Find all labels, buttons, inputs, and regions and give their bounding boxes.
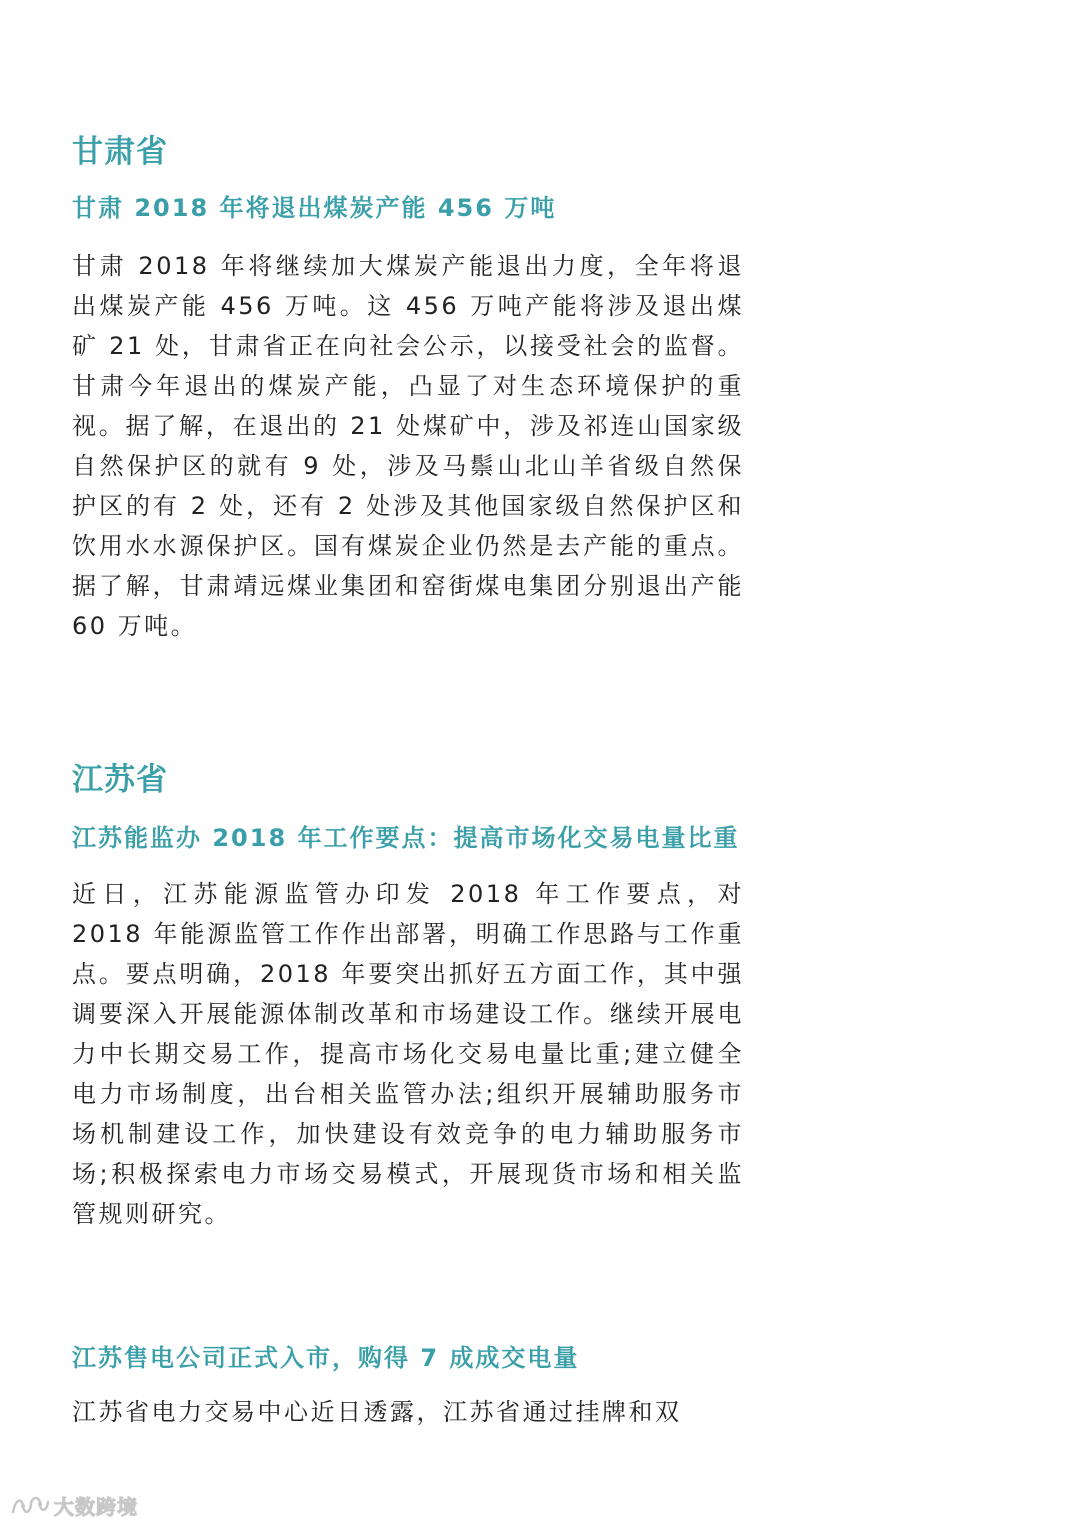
wavy-logo-icon <box>10 1492 50 1518</box>
jiangsu-body-2: 江苏省电力交易中心近日透露，江苏省通过挂牌和双 <box>72 1398 682 1426</box>
jiangsu-body-1: 近日，江苏能源监管办印发 2018 年工作要点，对 2018 年能源监管工作作出部署，明确工作思路与工作重点。要点明确，2018 年要突出抓好五方面工作，其中强调要深入开展能源体制改革和市场建设工作。继续开展电力中长期交易工作，提高市场化交易电量比重;建立健全电力市场制度，出台相关监管办法;组织开展辅助服务市场机制建设工作，加快建设有效竞争的电力辅助服务市场;积极探索电力市场交易模式，开展现货市场和相关监管规则研究。 <box>72 880 744 1228</box>
jiangsu-section-2 <box>72 1338 744 1432</box>
jiangsu-section <box>72 760 744 1234</box>
jiangsu-title: 江苏省 <box>72 762 168 798</box>
gansu-title: 甘肃省 <box>72 134 168 170</box>
gansu-headline: 甘肃 2018 年将退出煤炭产能 456 万吨 <box>72 194 557 222</box>
watermark <box>10 1490 138 1520</box>
jiangsu-headline-2: 江苏售电公司正式入市，购得 7 成成交电量 <box>72 1344 580 1372</box>
watermark-text: 大数跨境 <box>54 1494 138 1519</box>
jiangsu-headline-1: 江苏能监办 2018 年工作要点：提高市场化交易电量比重 <box>72 824 740 852</box>
gansu-section <box>72 132 744 646</box>
gansu-body: 甘肃 2018 年将继续加大煤炭产能退出力度，全年将退出煤炭产能 456 万吨。这 456 万吨产能将涉及退出煤矿 21 处，甘肃省正在向社会公示，以接受社会的监督。甘肃今年退出的煤炭产能，凸显了对生态环境保护的重视。据了解，在退出的 21 处煤矿中，涉及祁连山国家级自然保护区的就有 9 处，涉及马鬃山北山羊省级自然保护区的有 2 处，还有 2 处涉及其他国家级自然保护区和饮用水水源保护区。国有煤炭企业仍然是去产能的重点。据了解，甘肃靖远煤业集团和窑街煤电集团分别退出产能 60 万吨。 <box>72 252 744 640</box>
